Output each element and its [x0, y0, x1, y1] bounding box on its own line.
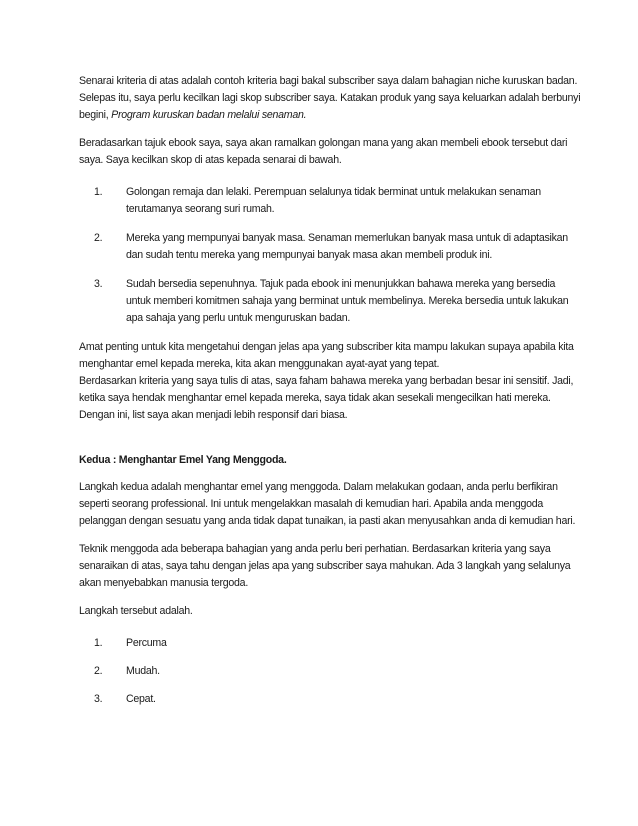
list-number: 3.: [94, 693, 103, 705]
list-item: [94, 230, 582, 264]
paragraph-technique: Teknik menggoda ada beberapa bahagian yang anda perlu beri perhatian. Berdasarkan kriteria yang saya senaraikan di atas, saya tahu dengan jelas apa yang subscriber saya mahukan. Ada 3 langkah yang selalunya akan menyebabkan manusia tergoda.: [79, 543, 571, 589]
paragraph-step-two: Langkah kedua adalah menghantar emel yang menggoda. Dalam melakukan godaan, anda perlu berfikiran seperti seorang professional. Ini untuk mengelakkan masalah di kemudian hari. Apabila anda menggoda pelanggan dengan sesuatu yang anda tidak dapat tunaikan, ia pasti akan menyusahkan anda di kemudian hari.: [79, 481, 576, 527]
list-number: 2.: [94, 665, 103, 677]
list-number: 3.: [94, 278, 103, 290]
paragraph-criteria-summary: [79, 73, 582, 124]
paragraph-importance: Amat penting untuk kita mengetahui dengan jelas apa yang subscriber kita mampu lakukan supaya apabila kita menghantar emel kepada mereka, kita akan menggunakan ayat-ayat yang tepat.: [79, 341, 574, 370]
list-item-text: Sudah bersedia sepenuhnya. Tajuk pada ebook ini menunjukkan bahawa mereka yang bersedia untuk memberi komitmen sahaja yang berminat untuk membelinya. Mereka bersedia untuk lakukan apa sahaja yang perlu untuk menguruskan badan.: [126, 278, 569, 324]
paragraph-steps-intro: Langkah tersebut adalah.: [79, 605, 193, 617]
list-item: [94, 663, 582, 680]
steps-list: [79, 635, 582, 708]
list-item: [94, 691, 582, 708]
paragraph-text: Senarai kriteria di atas adalah contoh kriteria bagi bakal subscriber saya dalam bahagian niche kuruskan badan. Selepas itu, saya perlu kecilkan lagi skop subscriber saya. Katakan produk yang saya keluarkan adalah berbunyi begini,: [79, 75, 581, 121]
product-title-italic: Program kuruskan badan melalui senaman.: [111, 109, 307, 121]
list-item-text: Golongan remaja dan lelaki. Perempuan selalunya tidak berminat untuk melakukan senaman terutamanya seorang suri rumah.: [126, 186, 541, 215]
section-heading: Kedua : Menghantar Emel Yang Menggoda.: [79, 454, 287, 466]
list-item-text: Mudah.: [126, 665, 160, 677]
list-item-text: Mereka yang mempunyai banyak masa. Senaman memerlukan banyak masa untuk di adaptasikan dan sudah tentu mereka yang mempunyai banyak masa akan membeli produk ini.: [126, 232, 568, 261]
list-number: 1.: [94, 186, 103, 198]
subscriber-criteria-list: [79, 184, 582, 327]
paragraph-ebook-scope: Beradasarkan tajuk ebook saya, saya akan ramalkan golongan mana yang akan membeli ebook tersebut dari saya. Saya kecilkan skop di atas kepada senarai di bawah.: [79, 137, 568, 166]
list-item: [94, 184, 582, 218]
paragraph-sensitivity: Berdasarkan kriteria yang saya tulis di atas, saya faham bahawa mereka yang berbadan besar ini sensitif. Jadi, ketika saya hendak menghantar emel kepada mereka, saya tidak akan sesekali mengecilkan hati mereka. Dengan ini, list saya akan menjadi lebih responsif dari biasa.: [79, 375, 574, 421]
list-item: [94, 276, 582, 327]
list-item-text: Percuma: [126, 637, 167, 649]
list-item-text: Cepat.: [126, 693, 156, 705]
list-item: [94, 635, 582, 652]
list-number: 2.: [94, 232, 103, 244]
list-number: 1.: [94, 637, 103, 649]
